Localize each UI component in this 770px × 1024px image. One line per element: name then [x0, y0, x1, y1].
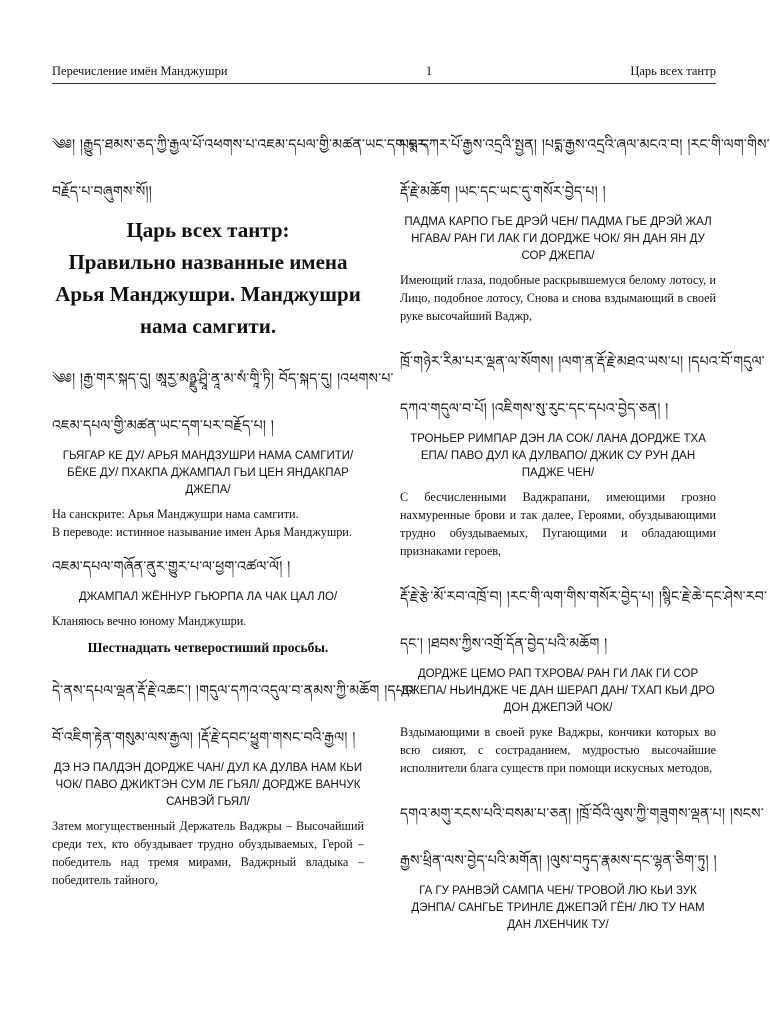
header-right-title: Царь всех тантр	[630, 64, 716, 78]
transliteration: ПАДМА КАРПО ГЬЕ ДРЭЙ ЧЕН/ ПАДМА ГЬЕ ДРЭЙ ЖАЛ НГАВА/ РАН ГИ ЛАК ГИ ДОРДЖЕ ЧОК/ ЯН ДАН ЯН ДУ СОР ДЖЕПА/	[404, 216, 712, 262]
tibetan-line: དེ་ནས་དཔལ་ལྡན་རྡོ་རྗེ་འཆང་། །གདུལ་དཀའ་འདུལ་བ་ནམས་ཀྱི་མཆོག །དཔའ་	[52, 683, 418, 699]
tibetan-line: པདྨ་དཀར་པོ་རྒྱས་འདྲའི་སྤྱན། །པདྨ་རྒྱས་འདྲའི་ཞལ་མངའ་བ། །རང་གི་ལག་གིས་	[400, 137, 770, 153]
tibetan-line: ཁྲོ་གཉེར་རིམ་པར་ལྡན་ལ་སོགས། །ལག་ན་རྡོ་རྗེ་མཐའ་ཡས་པ། །དཔའ་བོ་གདུལ་	[400, 354, 765, 370]
translation: Вздымающими в своей руке Ваджры, кончики которых во всю сияют, с состраданием, мудростью высочайшие исполнители блага существ при помощи искусных методов,	[400, 725, 716, 775]
tibetan-line: རྡོ་རྗེ་མཆོག །ཡང་དང་ཡང་དུ་གསོར་བྱེད་པ། །	[400, 184, 606, 200]
transliteration: ГА ГУ РАНВЭЙ САМПА ЧЕН/ ТРОВОЙ ЛЮ КЬИ ЗУК ДЭНПА/ САНГЬЕ ТРИНЛЕ ДЖЕПЭЙ ГЁН/ ЛЮ ТУ НАМ ДАН ЛХЕНЧИК ТУ/	[411, 885, 705, 931]
translation: Имеющий глаза, подобные раскрывшемуся белому лотосу, и Лицо, подобное лотосу, Снова и снова вздымающий в своей руке высочайший Ваджр,	[400, 273, 716, 323]
tibetan-line: ༄༅། །རྒྱུད་ཐམས་ཅད་ཀྱི་རྒྱལ་པོ་འཕགས་པ་འཇམ་དཔལ་གྱི་མཚན་ཡང་དག་པར་	[52, 137, 430, 153]
tibetan-line: འཇམ་དཔལ་གྱི་མཚན་ཡང་དག་པར་བརྗོད་པ། །	[52, 418, 275, 434]
tibetan-line: བོ་འཇིག་རྟེན་གསུམ་ལས་རྒྱལ། །རྡོ་རྗེ་དབང་ཕྱུག་གསང་བའི་རྒྱལ། །	[52, 730, 356, 746]
page-header	[52, 64, 716, 84]
translation: Затем могущественный Держатель Ваджры – Высочайший среди тех, кто обуздывает трудно обуздываемых, Герой – победитель над тремя мирами, Ваджрный владыка – победитель тайного,	[52, 819, 364, 887]
title-line: Царь всех тантр:	[126, 218, 290, 242]
translation: В переводе: истинное называние имен Арья Манджушри.	[52, 525, 352, 539]
tibetan-line: དཀའ་གདུལ་བ་པོ། །འཇིགས་སུ་རུང་དང་དཔའ་བྱེད་ཅན། །	[400, 401, 669, 417]
header-left-title: Перечисление имён Манджушри	[52, 64, 228, 78]
right-column	[400, 116, 770, 940]
tibetan-line: རྡོ་རྗེ་རྩེ་མོ་རབ་འཁྲོ་བ། །རང་གི་ལག་གིས་གསོར་བྱེད་པ། །སྙིང་རྗེ་ཆེ་དང་ཤེས་རབ་	[400, 589, 768, 605]
tibetan-line: བརྗོད་པ་བཞུགས་སོ།།	[52, 184, 152, 200]
transliteration: ДОРДЖЕ ЦЕМО РАП ТХРОВА/ РАН ГИ ЛАК ГИ СОР ДЖЕПА/ НЬИНДЖЕ ЧЕ ДАН ШЕРАП ДАН/ ТХАП КЬИ ДРО ДОН ДЖЕПЭЙ ЧОК/	[401, 668, 715, 714]
left-column	[52, 116, 430, 897]
section-heading: Шестнадцать четверостиший просьбы.	[87, 640, 329, 655]
tibetan-line: ༄༅། །རྒྱ་གར་སྐད་དུ། ཨཱརྱ་མཉྫུ་ཤྲཱི་ནཱ་མ་སཾ་གཱི་ཏི། བོད་སྐད་དུ། །འཕགས་པ་	[52, 371, 394, 387]
translation: На санскрите: Арья Манджушри нама самгити.	[52, 507, 299, 521]
transliteration: ТРОНЬЕР РИМПАР ДЭН ЛА СОК/ ЛАНА ДОРДЖЕ ТХА ЕПА/ ПАВО ДУЛ КА ДУЛВАПО/ ДЖИК СУ РУН ДАН ПАДЖЕ ЧЕН/	[410, 433, 706, 479]
tibetan-line: འཇམ་དཔལ་གཞོན་ནུར་གྱུར་པ་ལ་ཕྱག་འཚལ་ལོ། །	[52, 559, 291, 575]
transliteration: ДЖАМПАЛ ЖЁННУР ГЬЮРПА ЛА ЧАК ЦАЛ ЛО/	[78, 591, 338, 603]
document-title	[52, 214, 364, 342]
transliteration: ДЭ НЭ ПАЛДЭН ДОРДЖЕ ЧАН/ ДУЛ КА ДУЛВА НАМ КЬИ ЧОК/ ПАВО ДЖИКТЭН СУМ ЛЕ ГЬЯЛ/ ДОРДЖЕ ВАНЧУК САНВЭЙ ГЬЯЛ/	[53, 762, 363, 808]
tibetan-line: དགའ་མགུ་རངས་པའི་བསམ་པ་ཅན། །ཁྲོ་བོའི་ལུས་ཀྱི་གཟུགས་ལྡན་པ། །སངས་	[400, 806, 764, 822]
tibetan-line: རྒྱས་ཕྲིན་ལས་བྱེད་པའི་མགོན། །ལུས་བཏུད་རྣམས་དང་ལྷན་ཅིག་ཏུ། །	[400, 853, 717, 869]
tibetan-line: དང་། །ཐབས་ཀྱིས་འགྲོ་དོན་བྱེད་པའི་མཆོག །	[400, 636, 608, 652]
page-number: 1	[425, 64, 433, 78]
translation: Кланяюсь вечно юному Манджушри.	[52, 614, 247, 628]
transliteration: ГЬЯГАР КЕ ДУ/ АРЬЯ МАНДЗУШРИ НАМА САМГИТИ/ БЁКЕ ДУ/ ПХАКПА ДЖАМПАЛ ГЬИ ЦЕН ЯНДАКПАР ДЖЕПА/	[62, 450, 354, 496]
translation: С бесчисленными Ваджрапани, имеющими грозно нахмуренные брови и так далее, Героями, обуздывающими трудно обуздываемых, Пугающими и обладающими признаками героев,	[400, 490, 716, 558]
title-line: Правильно названные имена Арья Манджушри. Манджушри нама самгити.	[55, 250, 361, 338]
